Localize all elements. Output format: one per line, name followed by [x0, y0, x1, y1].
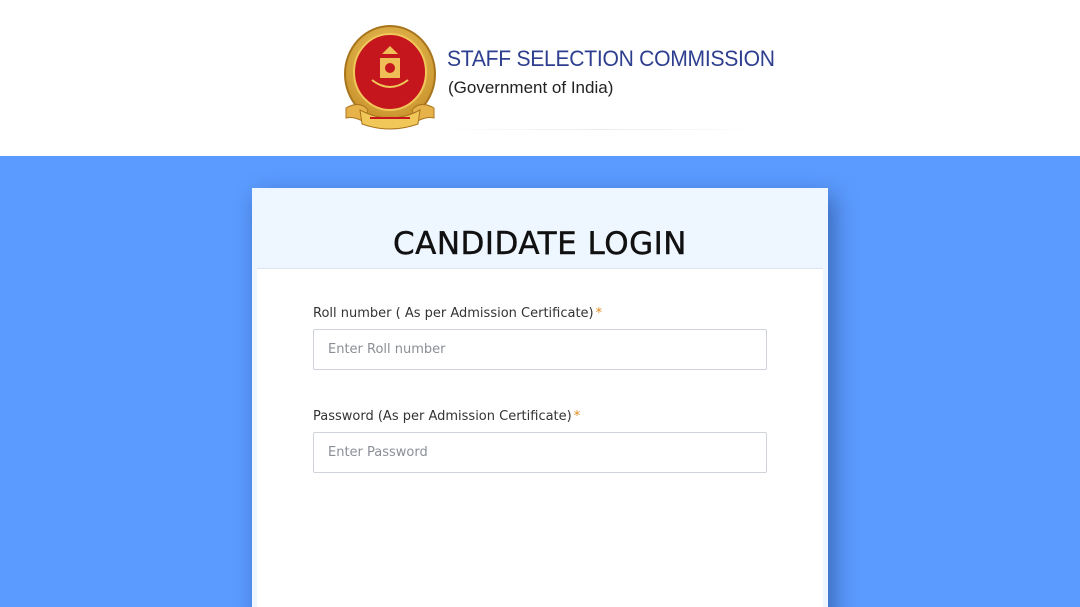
site-header — [0, 0, 1080, 156]
required-asterisk: * — [595, 306, 603, 321]
ssc-emblem-icon — [342, 24, 438, 134]
header-divider — [440, 129, 760, 130]
organization-subtitle: (Government of India) — [448, 78, 614, 97]
login-title: CANDIDATE LOGIN — [393, 226, 687, 262]
required-asterisk: * — [573, 409, 581, 424]
password-label — [313, 409, 580, 424]
organization-title: STAFF SELECTION COMMISSION — [447, 46, 775, 71]
password-label-text: Password (As per Admission Certificate) — [313, 409, 572, 424]
roll-number-label-text: Roll number ( As per Admission Certificate) — [313, 306, 594, 321]
roll-number-label — [313, 306, 602, 321]
roll-number-input[interactable] — [313, 329, 767, 370]
password-input[interactable] — [313, 432, 767, 473]
